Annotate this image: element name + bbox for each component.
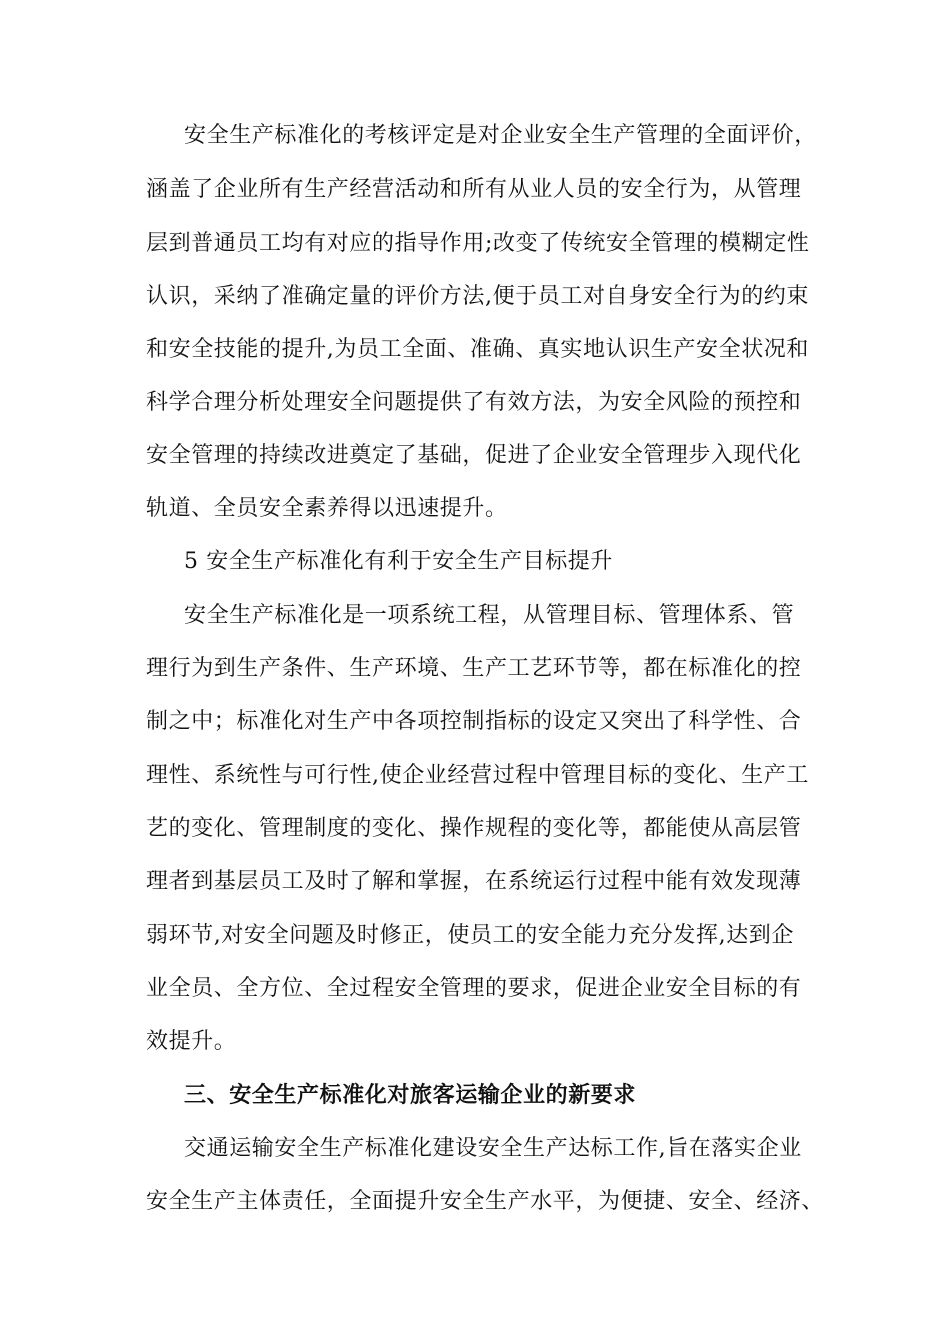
text-line: 轨道、全员安全素养得以迅速提升。 (146, 496, 508, 521)
text-line: 交通运输安全生产标准化建设安全生产达标工作,旨在落实企业 (184, 1136, 802, 1161)
subheading: 5 安全生产标准化有利于安全生产目标提升 (184, 549, 613, 574)
text-line: 涵盖了企业所有生产经营活动和所有从业人员的安全行为，从管理 (146, 177, 802, 202)
text-line: 层到普通员工均有对应的指导作用;改变了传统安全管理的模糊定性 (146, 231, 810, 256)
text-line: 艺的变化、管理制度的变化、操作规程的变化等，都能使从高层管 (146, 816, 802, 841)
text-line: 理性、系统性与可行性,使企业经营过程中管理目标的变化、生产工 (146, 763, 809, 788)
text-line: 安全生产主体责任，全面提升安全生产水平，为便捷、安全、经济、 (146, 1189, 825, 1214)
text-line: 理行为到生产条件、生产环境、生产工艺环节等，都在标准化的控 (146, 656, 802, 681)
section-heading: 三、安全生产标准化对旅客运输企业的新要求 (184, 1083, 637, 1108)
text-line: 和安全技能的提升,为员工全面、准确、真实地认识生产安全状况和 (146, 337, 809, 362)
text-line: 理者到基层员工及时了解和掌握，在系统运行过程中能有效发现薄 (146, 869, 802, 894)
text-line: 业全员、全方位、全过程安全管理的要求，促进企业安全目标的有 (146, 976, 802, 1001)
text-line: 制之中；标准化对生产中各项控制指标的设定又突出了科学性、合 (146, 709, 802, 734)
text-line: 认识，采纳了准确定量的评价方法,便于员工对自身安全行为的约束 (146, 284, 809, 309)
text-line: 安全生产标准化是一项系统工程，从管理目标、管理体系、管 (184, 603, 795, 628)
text-line: 效提升。 (146, 1029, 237, 1054)
text-line: 安全生产标准化的考核评定是对企业安全生产管理的全面评价， (184, 123, 817, 148)
text-line: 科学合理分析处理安全问题提供了有效方法，为安全风险的预控和 (146, 390, 802, 415)
text-line: 弱环节,对安全问题及时修正，使员工的安全能力充分发挥,达到企 (146, 923, 794, 948)
text-line: 安全管理的持续改进奠定了基础，促进了企业安全管理步入现代化 (146, 443, 802, 468)
